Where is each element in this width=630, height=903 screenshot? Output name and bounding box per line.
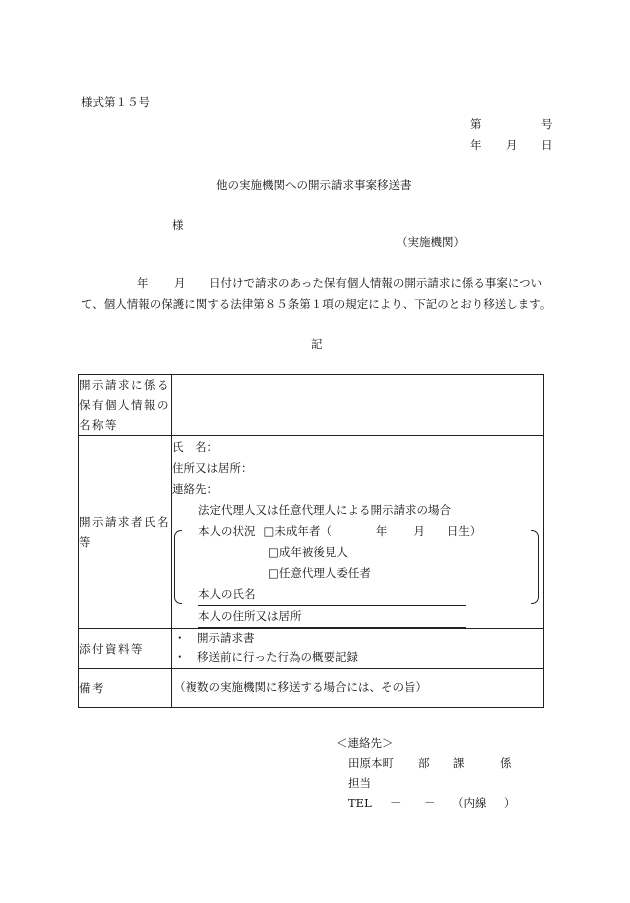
info-name-label xyxy=(79,375,172,436)
requester-name-line: 氏 名： xyxy=(172,440,218,454)
addressee-suffix: 様 xyxy=(172,218,184,232)
requester-label xyxy=(79,436,172,629)
status-label: 本人の状況 xyxy=(198,524,256,538)
table-row xyxy=(79,436,544,629)
contact-kakari: 係 xyxy=(500,756,512,770)
voluntary-agent-checkbox: □任意代理人委任者 xyxy=(268,566,371,580)
label-line: 開示請求に係る xyxy=(79,378,170,392)
table-row xyxy=(79,669,544,708)
principal-address-line: 本人の住所又は居所 xyxy=(198,606,466,628)
minor-birth: 日生） xyxy=(446,524,482,538)
doc-number-dai: 第 xyxy=(470,117,482,131)
attachment-item: ・ 移送前に行った行為の概要記録 xyxy=(174,650,358,664)
remarks-value: （複数の実施機関に移送する場合には、その旨） xyxy=(172,669,544,708)
contact-org: 田原本町 xyxy=(348,756,394,770)
minor-month: 月 xyxy=(413,524,425,538)
contact-ka: 課 xyxy=(453,756,465,770)
ki-heading: 記 xyxy=(311,337,323,351)
body-line2: て、個人情報の保護に関する法律第８５条第１項の規定により、下記のとおり移送します。 xyxy=(81,297,552,311)
table-row xyxy=(79,629,544,669)
attachments-value xyxy=(172,629,544,669)
label-line: 開示請求者氏名 xyxy=(79,515,170,529)
doc-number-go: 号 xyxy=(541,117,553,131)
contact-header: ＜連絡先＞ xyxy=(336,736,394,750)
remarks-label: 備考 xyxy=(79,669,172,708)
contact-dash-1: － xyxy=(390,796,402,810)
contact-extension-close: ） xyxy=(504,796,516,810)
date-day: 日 xyxy=(541,138,553,152)
contact-dash-2: － xyxy=(424,796,436,810)
form-number: 様式第１５号 xyxy=(81,95,150,109)
body-line1: 日付けで請求のあった保有個人情報の開示請求に係る事案につい xyxy=(209,276,543,290)
attachment-item: ・ 開示請求書 xyxy=(174,631,255,645)
body-year: 年 xyxy=(137,276,149,290)
adult-guardian-checkbox: □成年被後見人 xyxy=(268,545,348,559)
requester-detail xyxy=(172,436,544,629)
right-bracket xyxy=(531,530,539,604)
contact-tel-label: TEL xyxy=(348,796,372,810)
label-line: 名称等 xyxy=(79,418,118,432)
requester-address-line: 住所又は居所： xyxy=(172,461,253,475)
contact-bu: 部 xyxy=(418,756,430,770)
label-line: 等 xyxy=(79,535,92,549)
transfer-table xyxy=(78,374,544,708)
sender-label: （実施機関） xyxy=(396,235,465,249)
document-title: 他の実施機関への開示請求事案移送書 xyxy=(216,178,412,192)
date-year: 年 xyxy=(470,138,482,152)
requester-contact-line: 連絡先： xyxy=(172,482,218,496)
label-line: 保有個人情報の xyxy=(79,398,170,412)
minor-year: 年 xyxy=(375,524,388,538)
agent-note: 法定代理人又は任意代理人による開示請求の場合 xyxy=(198,503,451,517)
contact-tanto: 担当 xyxy=(348,776,371,790)
attachments-label: 添付資料等 xyxy=(79,629,172,669)
body-month: 月 xyxy=(174,276,186,290)
principal-name-line: 本人の氏名 xyxy=(198,584,466,606)
date-month: 月 xyxy=(506,138,518,152)
contact-extension: （内線 xyxy=(452,796,487,810)
info-name-value xyxy=(172,375,544,436)
principal-status-row xyxy=(198,521,543,542)
left-bracket xyxy=(174,530,182,604)
minor-checkbox: □未成年者（ xyxy=(263,524,332,538)
table-row xyxy=(79,375,544,436)
